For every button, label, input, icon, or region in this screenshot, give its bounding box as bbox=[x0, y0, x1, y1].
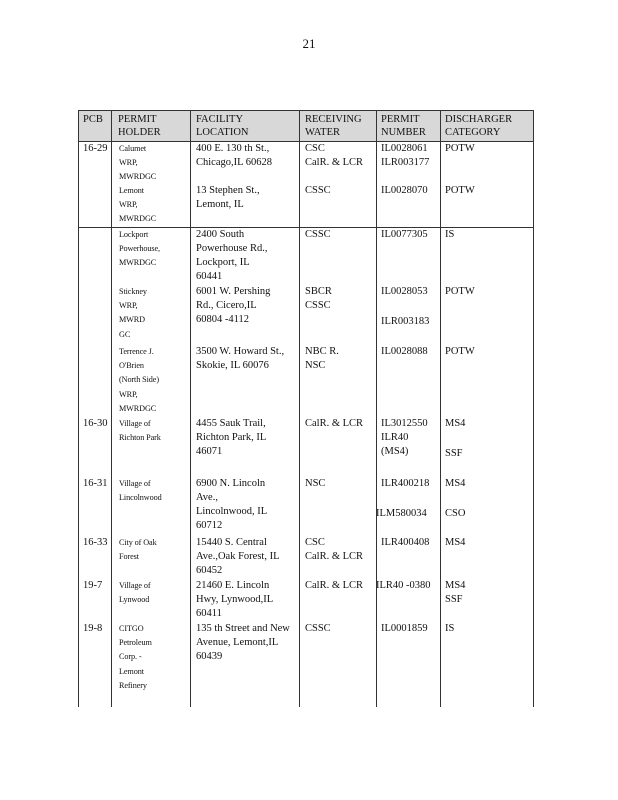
row-facility-location: 6900 N. Lincoln Ave., Lincolnwood, IL 60712 bbox=[196, 478, 268, 531]
header-facility-location: FACILITY LOCATION bbox=[196, 114, 249, 138]
row-receiving-water: CSC CalR. & LCR bbox=[305, 143, 364, 168]
row-discharger-category: IS bbox=[445, 229, 455, 240]
row-permit-number: ILR40 -0380 bbox=[376, 580, 431, 591]
row-receiving-water: CSSC bbox=[305, 185, 331, 196]
row-facility-location: 2400 South Powerhouse Rd., Lockport, IL 60441 bbox=[196, 229, 268, 282]
row-facility-location: 4455 Sauk Trail, Richton Park, IL 46071 bbox=[196, 418, 267, 457]
row-permit-holder: Stickney WRP, MWRD GC bbox=[119, 287, 147, 339]
row-pcb: 16-31 bbox=[83, 478, 108, 489]
row-permit-holder: Calumet WRP, MWRDGC bbox=[119, 144, 157, 182]
row-pcb: 16-30 bbox=[83, 418, 108, 429]
row-discharger-category: POTW bbox=[445, 286, 475, 297]
header-receiving-water: RECEIVING WATER bbox=[305, 114, 362, 138]
row-permit-number: IL0028053 bbox=[381, 286, 428, 297]
row-facility-location: 13 Stephen St., Lemont, IL bbox=[196, 185, 260, 210]
row-facility-location: 3500 W. Howard St., Skokie, IL 60076 bbox=[196, 346, 285, 371]
row-discharger-category: IS bbox=[445, 623, 455, 634]
row-receiving-water: CSC CalR. & LCR bbox=[305, 537, 364, 562]
row-permit-number: IL0077305 bbox=[381, 229, 428, 240]
row-permit-number: IL0028070 bbox=[381, 185, 428, 196]
row-permit-holder: Terrence J. O'Brien (North Side) WRP, MWRDGC bbox=[119, 347, 159, 413]
row-permit-number-secondary: ILR003183 bbox=[381, 316, 430, 327]
row-facility-location: 21460 E. Lincoln Hwy, Lynwood,IL 60411 bbox=[196, 580, 274, 619]
row-permit-holder: Village of Lincolnwood bbox=[119, 479, 162, 503]
column-divider bbox=[376, 111, 377, 707]
row-permit-number: IL0028088 bbox=[381, 346, 428, 357]
row-permit-holder: Lockport Powerhouse, MWRDGC bbox=[119, 230, 160, 268]
row-permit-number: ILR400218 bbox=[381, 478, 430, 489]
row-facility-location: 135 th Street and New Avenue, Lemont,IL 60439 bbox=[196, 623, 290, 662]
row-permit-number: ILR400408 bbox=[381, 537, 430, 548]
row-discharger-category: POTW bbox=[445, 346, 475, 357]
row-permit-number-secondary: ILM580034 bbox=[376, 508, 427, 519]
row-receiving-water: CSSC bbox=[305, 229, 331, 240]
header-discharger-category: DISCHARGER CATEGORY bbox=[445, 114, 513, 138]
row-receiving-water: NSC bbox=[305, 478, 326, 489]
row-pcb: 16-29 bbox=[83, 143, 108, 154]
row-facility-location: 400 E. 130 th St., Chicago,IL 60628 bbox=[196, 143, 273, 168]
row-discharger-category: MS4 bbox=[445, 478, 466, 489]
row-discharger-category: POTW bbox=[445, 143, 475, 154]
header-permit-holder: PERMIT HOLDER bbox=[118, 114, 161, 138]
row-receiving-water: SBCR CSSC bbox=[305, 286, 332, 311]
row-discharger-category: MS4 bbox=[445, 537, 466, 548]
permit-table bbox=[78, 110, 534, 707]
row-receiving-water: NBC R. NSC bbox=[305, 346, 339, 371]
row-receiving-water: CalR. & LCR bbox=[305, 580, 364, 591]
row-facility-location: 15440 S. Central Ave.,Oak Forest, IL 60452 bbox=[196, 537, 280, 576]
row-discharger-category: POTW bbox=[445, 185, 475, 196]
column-divider bbox=[440, 111, 441, 707]
row-discharger-category-secondary: CSO bbox=[445, 508, 466, 519]
row-receiving-water: CalR. & LCR bbox=[305, 418, 364, 429]
row-pcb: 19-8 bbox=[83, 623, 103, 634]
header-pcb: PCB bbox=[83, 114, 103, 125]
row-permit-number: IL0001859 bbox=[381, 623, 428, 634]
column-divider bbox=[190, 111, 191, 707]
row-permit-holder: Village of Richton Park bbox=[119, 419, 161, 443]
row-facility-location: 6001 W. Pershing Rd., Cicero,IL 60804 -4112 bbox=[196, 286, 271, 325]
row-discharger-category-secondary: SSF bbox=[445, 448, 463, 459]
header-permit-number: PERMIT NUMBER bbox=[381, 114, 426, 138]
row-pcb: 19-7 bbox=[83, 580, 103, 591]
row-permit-holder: CITGO Petroleum Corp. - Lemont Refinery bbox=[119, 624, 152, 690]
row-permit-holder: City of Oak Forest bbox=[119, 538, 157, 562]
page-number: 21 bbox=[302, 36, 316, 51]
row-permit-holder: Lemont WRP, MWRDGC bbox=[119, 186, 157, 224]
row-receiving-water: CSSC bbox=[305, 623, 331, 634]
row-permit-number: IL3012550 ILR40 (MS4) bbox=[381, 418, 428, 457]
row-discharger-category: MS4 SSF bbox=[445, 580, 466, 605]
row-discharger-category: MS4 bbox=[445, 418, 466, 429]
column-divider bbox=[111, 111, 112, 707]
column-divider bbox=[299, 111, 300, 707]
row-permit-number: IL0028061 ILR003177 bbox=[381, 143, 430, 168]
row-pcb: 16-33 bbox=[83, 537, 108, 548]
row-permit-holder: Village of Lynwood bbox=[119, 581, 151, 605]
